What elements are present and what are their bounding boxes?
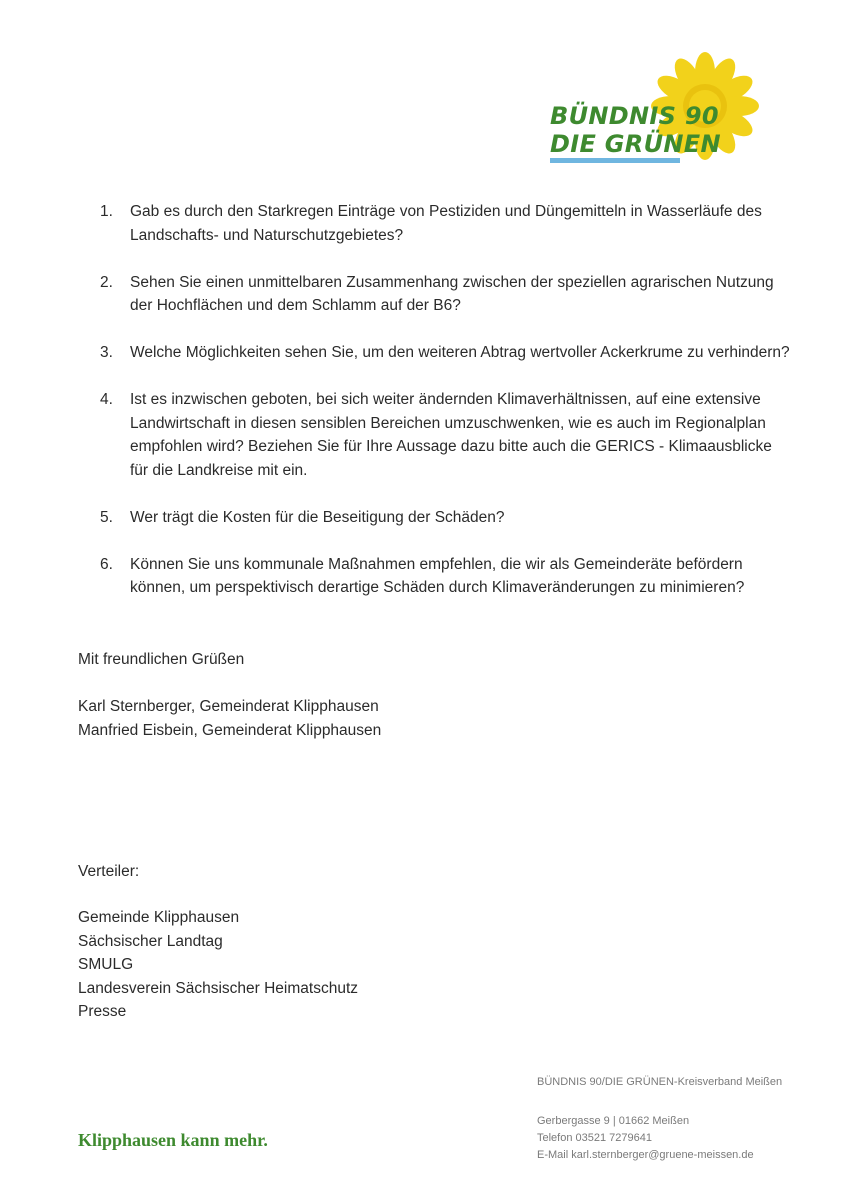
distribution-item: SMULG	[78, 956, 134, 973]
question-list	[100, 200, 790, 623]
distribution-list	[78, 906, 358, 1024]
question-item	[100, 200, 790, 247]
question-text: Gab es durch den Starkregen Einträge von Pestiziden und Düngemitteln in Wasserläufe des Landschafts- und Naturschutzgebietes?	[130, 203, 762, 244]
question-text: Welche Möglichkeiten sehen Sie, um den weiteren Abtrag wertvoller Ackerkrume zu verhindern?	[130, 344, 790, 361]
footer-phone: Telefon 03521 7279641	[537, 1132, 652, 1144]
footer-org: BÜNDNIS 90/DIE GRÜNEN-Kreisverband Meißen	[537, 1076, 783, 1088]
question-item	[100, 388, 790, 482]
signer: Manfried Eisbein, Gemeinderat Klipphausen	[78, 721, 382, 739]
logo-stripe	[550, 158, 680, 163]
question-number: 5.	[100, 508, 113, 526]
question-number: 2.	[100, 273, 113, 291]
footer-address: Gerbergasse 9 | 01662 Meißen	[537, 1115, 690, 1127]
footer-contact	[537, 1074, 782, 1164]
signer: Karl Sternberger, Gemeinderat Klipphausen	[78, 698, 379, 715]
slogan: Klipphausen kann mehr.	[78, 1130, 268, 1150]
question-item	[100, 271, 790, 318]
distribution-item: Landesverein Sächsischer Heimatschutz	[78, 979, 358, 997]
party-logo	[540, 48, 760, 173]
signers	[78, 695, 381, 742]
question-text: Ist es inzwischen geboten, bei sich weiter ändernden Klimaverhältnissen, auf eine extensive Landwirtschaft in diesen sensiblen Bereichen umzuschwenken, wie es auch im Regionalplan empfohlen wird? Beziehen Sie für Ihre Aussage dazu bitte auch die GERICS - Klimaausblicke für die Landkreise mit ein.	[130, 391, 772, 479]
logo-line-1: BÜNDNIS 90	[550, 102, 719, 130]
distribution-item: Sächsischer Landtag	[78, 932, 223, 950]
question-number: 3.	[100, 344, 113, 361]
question-number: 1.	[100, 203, 113, 220]
question-number: 4.	[100, 391, 113, 408]
question-text: Können Sie uns kommunale Maßnahmen empfehlen, die wir als Gemeinderäte befördern können, um perspektivisch derartige Schäden durch Klimaveränderungen zu minimieren?	[130, 555, 745, 596]
question-item	[100, 553, 790, 600]
greeting: Mit freundlichen Grüßen	[78, 651, 245, 668]
question-text: Sehen Sie einen unmittelbaren Zusammenhang zwischen der speziellen agrarischen Nutzung der Hochflächen und dem Schlamm auf der B6?	[130, 273, 774, 314]
distribution-item: Gemeinde Klipphausen	[78, 909, 240, 926]
question-item	[100, 341, 790, 365]
distribution-label: Verteiler:	[78, 863, 140, 880]
logo-line-2: DIE GRÜNEN	[550, 130, 721, 158]
question-text: Wer trägt die Kosten für die Beseitigung der Schäden?	[130, 508, 505, 526]
footer-email: E-Mail karl.sternberger@gruene-meissen.de	[537, 1149, 754, 1161]
distribution-item: Presse	[78, 1003, 127, 1020]
question-item	[100, 506, 790, 530]
question-number: 6.	[100, 555, 113, 573]
